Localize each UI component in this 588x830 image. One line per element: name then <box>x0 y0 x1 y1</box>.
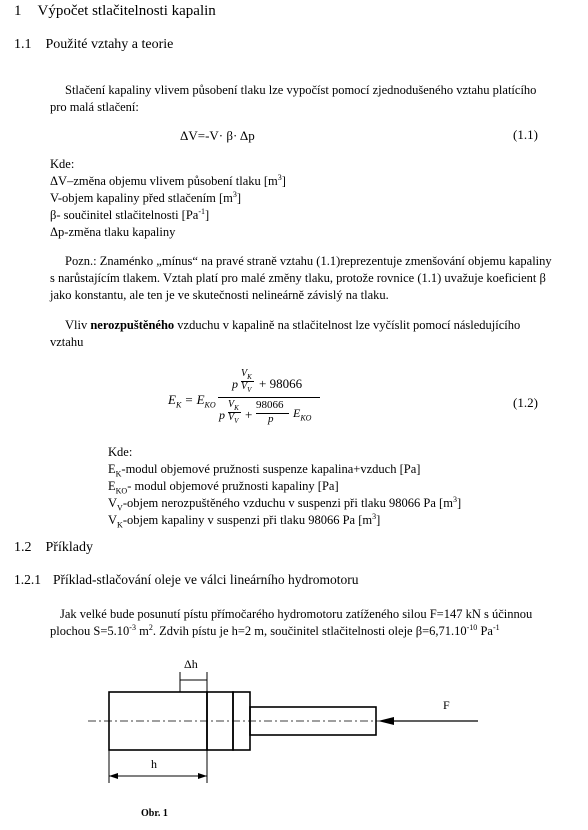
equation-1-1-number: (1.1) <box>513 127 538 142</box>
where-label-1: Kde: <box>50 157 75 171</box>
eq2-num-p: p <box>232 377 238 391</box>
air-line-1: Vliv nerozpuštěného vzduchu v kapalině na stlačitelnost lze vyčíslit pomocí následujícího <box>65 318 521 332</box>
note-line-1: Pozn.: Znaménko „mínus“ na pravé straně vztahu (1.1)reprezentuje zmenšování objemu kapaliny <box>65 254 552 268</box>
eq2-main-bar <box>218 397 320 398</box>
section-1-number: 1 <box>14 3 22 19</box>
force-label: F <box>443 698 450 712</box>
section-1-2-heading <box>14 540 93 556</box>
where-2-line-3: $V_V$-objem nerozpuštěného vzduchu v suspenzi při tlaku 98066 Pa $[m^3]$ <box>108 495 462 513</box>
eq2-num-vk: $V_K$ <box>241 368 252 381</box>
intro-line-2: pro malá stlačení: <box>50 100 139 114</box>
section-1-2-title: Příklady <box>45 540 93 555</box>
section-1-2-1-number: 1.2.1 <box>14 572 41 587</box>
example-line-2: plochou $S=5.10^{-3}$ $m^2$. Zdvih pístu je h=2 m, součinitel stlačitelnosti oleje $\beta=6,71.10^{-10}$ $Pa^{-1}$ <box>50 623 500 638</box>
h-arrow-left <box>109 773 118 779</box>
eq2-den-eko: $E_{KO}$ <box>293 406 312 423</box>
section-1-heading <box>14 3 216 20</box>
where-1-line-1: ΔV–změna objemu vlivem působení tlaku $[m^3]$ <box>50 173 286 188</box>
equation-1-1: ΔV=-V· β· Δp <box>180 128 255 143</box>
where-2-line-2: $E_{KO}-$ modul objemové pružnosti kapaliny [Pa] <box>108 479 339 496</box>
eq2-lhs: $E_K = E_{KO}$ <box>168 392 216 410</box>
air-line-2: vztahu <box>50 335 84 349</box>
eq2-den-p: p <box>219 408 225 422</box>
eq2-num-plus: + 98066 <box>259 376 303 391</box>
where-2-line-4: $V_K$-objem kapaliny v suspenzi při tlaku 98066 Pa $[m^3]$ <box>108 512 381 530</box>
where-2-line-1: $E_K$-modul objemové pružnosti suspenze kapalina+vzduch [Pa] <box>108 462 421 479</box>
section-1-1-title: Použité vztahy a teorie <box>45 37 174 52</box>
where-1-line-2: V-objem kapaliny před stlačením $[m^3]$ <box>50 190 241 205</box>
eq2-den-vv: $V_V$ <box>228 412 239 425</box>
section-1-2-1-title: Příklad-stlačování oleje ve válci lineárního hydromotoru <box>53 572 359 587</box>
note-line-2: s narůstajícím tlakem. Vztah platí pro malé změny tlaku, protože rovnice (1.1) uvažuje koeficient β <box>50 271 546 285</box>
eq2-frac-den: p <box>268 413 274 425</box>
figure-caption: Obr. 1 <box>141 808 168 819</box>
example-line-1: Jak velké bude posunutí pístu přímočarého hydromotoru zatíženého silou F=147 kN s účinnou <box>60 607 533 621</box>
note-line-3: jako konstantu, ale ten je ve skutečnosti nelineárně závislý na tlaku. <box>50 288 389 302</box>
section-1-2-number: 1.2 <box>14 540 32 555</box>
h-arrow-right <box>198 773 207 779</box>
dh-label: Δh <box>184 657 198 671</box>
where-1-line-4: Δp-změna tlaku kapaliny <box>50 225 176 239</box>
section-1-1-heading <box>14 37 173 53</box>
hydromotor-figure <box>0 650 588 830</box>
where-1-line-3: β- součinitel stlačitelnosti $[Pa^{-1}]$ <box>50 207 210 222</box>
eq2-den-vk: $V_K$ <box>228 399 239 412</box>
section-1-2-1-heading <box>14 572 359 588</box>
h-label: h <box>151 757 157 771</box>
intro-line-1: Stlačení kapaliny vlivem působení tlaku lze vypočíst pomocí zjednodušeného vztahu platícího <box>65 83 537 97</box>
where-label-2: Kde: <box>108 445 133 459</box>
eq2-frac-num: 98066 <box>256 399 284 411</box>
eq2-den-plus: + <box>245 407 253 422</box>
eq2-num-vv: $V_V$ <box>241 381 252 394</box>
section-1-1-number: 1.1 <box>14 37 32 52</box>
section-1-title: Výpočet stlačitelnosti kapalin <box>37 3 216 19</box>
equation-1-2-number: (1.2) <box>513 395 538 410</box>
force-arrowhead <box>378 717 394 725</box>
